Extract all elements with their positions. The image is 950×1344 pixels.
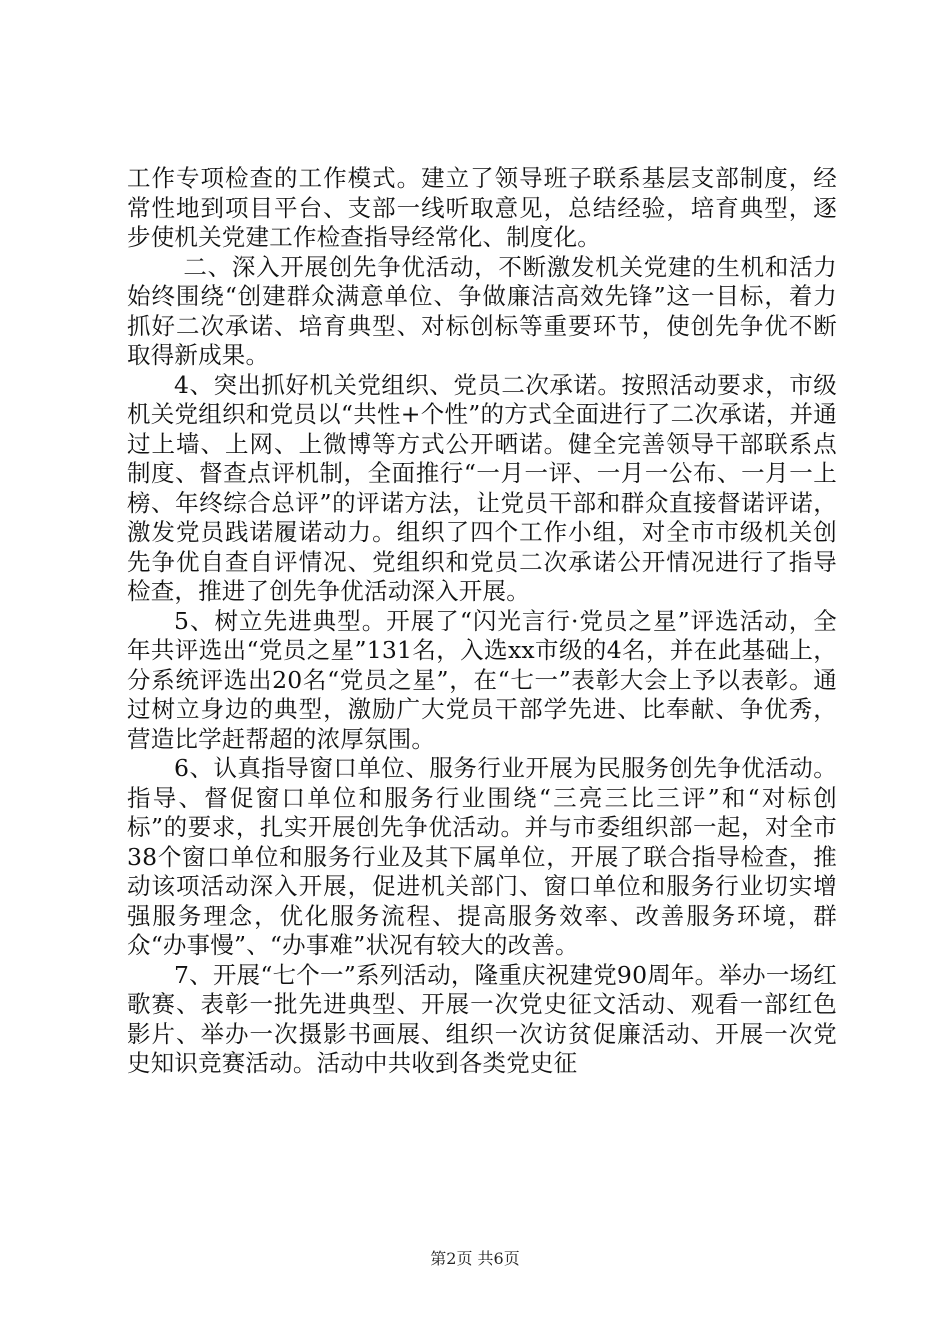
- paragraph-item-7: 7、开展“七个一”系列活动，隆重庆祝建党90周年。举办一场红歌赛、表彰一批先进典型、开展一次党史征文活动、观看一部红色影片、举办一次摄影书画展、组织一次访贫促廉活动、开展一次党史知识竞赛活动。活动中共收到各类党史征: [127, 960, 837, 1077]
- paragraph-section-two: 二、深入开展创先争优活动，不断激发机关党建的生机和活力始终围绕“创建群众满意单位、争做廉洁高效先锋”这一目标，着力抓好二次承诺、培育典型、对标创标等重要环节，使创先争优不断取得新成果。: [127, 252, 837, 369]
- paragraph-item-4: 4、突出抓好机关党组织、党员二次承诺。按照活动要求，市级机关党组织和党员以“共性+个性”的方式全面进行了二次承诺，并通过上墙、上网、上微博等方式公开晒诺。健全完善领导干部联系点制度、督查点评机制，全面推行“一月一评、一月一公布、一月一上榜、年终综合总评”的评诺方法，让党员干部和群众直接督诺评诺，激发党员践诺履诺动力。组织了四个工作小组，对全市市级机关创先争优自查自评情况、党组织和党员二次承诺公开情况进行了指导检查，推进了创先争优活动深入开展。: [127, 370, 837, 605]
- paragraph-continuation: 工作专项检查的工作模式。建立了领导班子联系基层支部制度，经常性地到项目平台、支部一线听取意见，总结经验，培育典型，逐步使机关党建工作检查指导经常化、制度化。: [127, 164, 837, 251]
- page-number-footer: 第2页 共6页: [430, 1249, 520, 1268]
- paragraph-item-5: 5、树立先进典型。开展了“闪光言行·党员之星”评选活动，全年共评选出“党员之星”131名，入选xx市级的4名，并在此基础上，分系统评选出20名“党员之星”，在“七一”表彰大会上予以表彰。通过树立身边的典型，激励广大党员干部学先进、比奉献、争优秀，营造比学赶帮超的浓厚氛围。: [127, 606, 837, 753]
- document-body: [127, 164, 837, 1079]
- paragraph-item-6: 6、认真指导窗口单位、服务行业开展为民服务创先争优活动。指导、督促窗口单位和服务行业围绕“三亮三比三评”和“对标创标”的要求，扎实开展创先争优活动。并与市委组织部一起，对全市38个窗口单位和服务行业及其下属单位，开展了联合指导检查，推动该项活动深入开展，促进机关部门、窗口单位和服务行业切实增强服务理念，优化服务流程、提高服务效率、改善服务环境，群众“办事慢”、“办事难”状况有较大的改善。: [127, 754, 837, 959]
